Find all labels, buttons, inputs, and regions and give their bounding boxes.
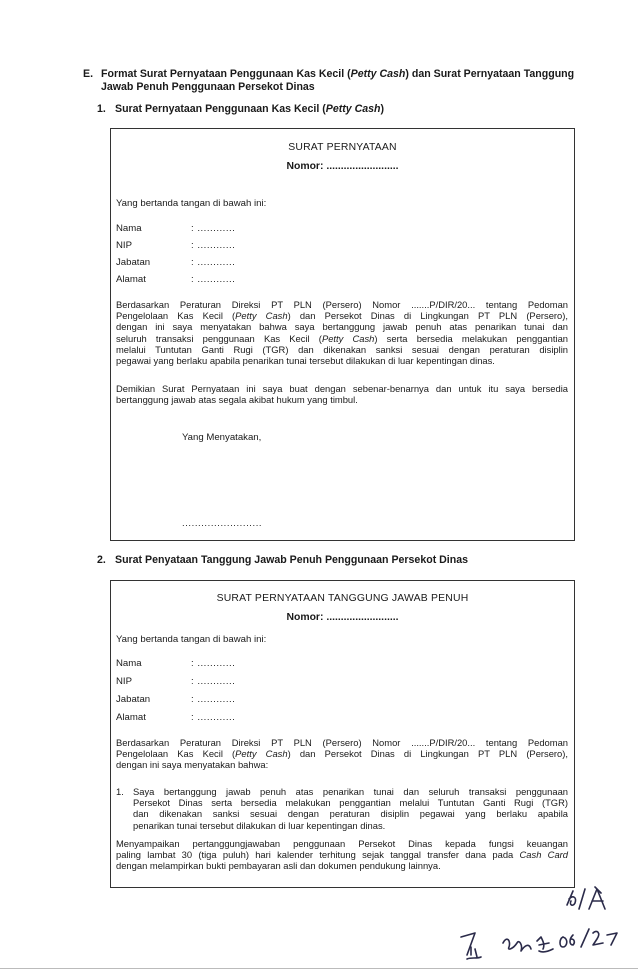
form2-intro: Yang bertanda tangan di bawah ini: bbox=[116, 634, 267, 645]
item1-title: Surat Pernyataan Penggunaan Kas Kecil (Petty Cash) bbox=[115, 103, 385, 115]
page-bottom-edge bbox=[0, 968, 638, 969]
form1-paragraph-1 bbox=[116, 299, 568, 366]
form1-paragraph-2 bbox=[116, 383, 568, 405]
section-letter: E. bbox=[83, 68, 94, 80]
form2-box bbox=[110, 580, 575, 888]
section-title-line1: Format Surat Pernyataan Penggunaan Kas Kecil (Petty Cash) dan Surat Pernyataan Tanggung bbox=[101, 68, 575, 80]
form1-nomor: Nomor: ......................... bbox=[286, 161, 399, 172]
form1-intro: Yang bertanda tangan di bawah ini: bbox=[116, 198, 267, 209]
section-e-heading bbox=[83, 68, 593, 94]
form2-list-item-1 bbox=[116, 786, 568, 832]
paragraph-line: dengan ini saya menyatakan bahwa saya bertanggung jawab penuh atas penarikan tunai dan bbox=[116, 321, 568, 333]
paragraph-line: Menyampaikan pertanggungjawaban penggunaan Persekot Dinas kepada fungsi keuangan bbox=[116, 838, 568, 849]
field-label: Nama bbox=[116, 658, 142, 669]
paragraph-line: pegawai yang berlaku apabila penarikan tunai tersebut dilakukan di luar kepentingan dinas. bbox=[116, 355, 495, 367]
field-value: : ............ bbox=[191, 257, 236, 268]
paragraph-line: Demikian Surat Pernyataan ini saya buat dengan sebenar-benarnya dan untuk itu saya bersedia bbox=[116, 383, 568, 394]
field-value: : ............ bbox=[191, 223, 236, 234]
paragraph-line: melalui Tuntutan Ganti Rugi (TGR) dan dikenakan sanksi sesuai dengan peraturan disiplin bbox=[116, 343, 568, 355]
form2-nomor: Nomor: ......................... bbox=[286, 612, 399, 623]
field-value: : ............ bbox=[191, 694, 236, 705]
form1-box bbox=[110, 128, 575, 541]
field-label: NIP bbox=[116, 676, 132, 687]
item1-heading bbox=[97, 103, 517, 117]
field-label: NIP bbox=[116, 240, 132, 251]
form2-paragraph-2 bbox=[116, 838, 568, 872]
list-line: dan dikenakan sanksi sesuai dengan peraturan disiplin pegawai yang berlaku apabila bbox=[133, 808, 568, 820]
paragraph-line: Pengelolaan Kas Kecil (Petty Cash) dan Persekot Dinas di Lingkungan PT PLN (Persero), bbox=[116, 310, 568, 322]
list-text bbox=[133, 786, 568, 831]
paragraph-line: bertanggung jawab atas segala akibat hukum yang timbul. bbox=[116, 394, 358, 406]
handwritten-initials-graphic bbox=[455, 885, 635, 970]
section-title-line2: Jawab Penuh Penggunaan Persekot Dinas bbox=[101, 80, 315, 93]
paragraph-line: Berdasarkan Peraturan Direksi PT PLN (Persero) Nomor .......P/DIR/20... tentang Pedoman bbox=[116, 737, 568, 748]
paragraph-line: seluruh transaksi penggunaan Kas Kecil (Petty Cash) serta bersedia melakukan penggantian bbox=[116, 332, 568, 344]
form1-signature-line: ......................... bbox=[182, 517, 263, 528]
field-label: Jabatan bbox=[116, 257, 151, 268]
list-line: penarikan tunai tersebut dilakukan di luar kepentingan dinas. bbox=[133, 819, 386, 831]
field-label: Jabatan bbox=[116, 694, 151, 705]
form2-title: SURAT PERNYATAAN TANGGUNG JAWAB PENUH bbox=[216, 593, 469, 604]
form1-signer-label: Yang Menyatakan, bbox=[182, 432, 262, 443]
item2-title: Surat Penyataan Tanggung Jawab Penuh Penggunaan Persekot Dinas bbox=[115, 554, 469, 566]
field-value: : ............ bbox=[191, 676, 236, 687]
item1-number: 1. bbox=[97, 103, 106, 115]
paragraph-line: Pengelolaan Kas Kecil (Petty Cash) dan Persekot Dinas di Lingkungan PT PLN (Persero), bbox=[116, 748, 568, 760]
field-label: Alamat bbox=[116, 712, 146, 723]
list-line: Saya bertanggung jawab penuh atas penarikan tunai dan seluruh transaksi penggunaan bbox=[133, 786, 568, 797]
field-value: : ............ bbox=[191, 658, 236, 669]
paragraph-line: dengan ini saya menyatakan bahwa: bbox=[116, 759, 269, 771]
paragraph-line: Berdasarkan Peraturan Direksi PT PLN (Persero) Nomor .......P/DIR/20... tentang Pedoman bbox=[116, 299, 568, 310]
item2-number: 2. bbox=[97, 554, 106, 566]
item2-heading bbox=[97, 554, 517, 568]
paragraph-line: dengan melampirkan bukti pembayaran asli dan dokumen pendukung lainnya. bbox=[116, 860, 441, 872]
form1-title: SURAT PERNYATAAN bbox=[288, 142, 397, 153]
paragraph-line: paling lambat 30 (tiga puluh) hari kalender terhitung sejak tanggal transfer dana pada Cash Card bbox=[116, 849, 569, 861]
field-value: : ............ bbox=[191, 240, 236, 251]
form2-paragraph-1 bbox=[116, 737, 568, 771]
field-label: Alamat bbox=[116, 274, 146, 285]
field-value: : ............ bbox=[191, 712, 236, 723]
field-value: : ............ bbox=[191, 274, 236, 285]
list-number: 1. bbox=[116, 786, 124, 797]
list-line: Persekot Dinas serta bersedia melakukan penggantian melalui Tuntutan Ganti Rugi (TGR) bbox=[133, 797, 568, 809]
field-label: Nama bbox=[116, 223, 142, 234]
